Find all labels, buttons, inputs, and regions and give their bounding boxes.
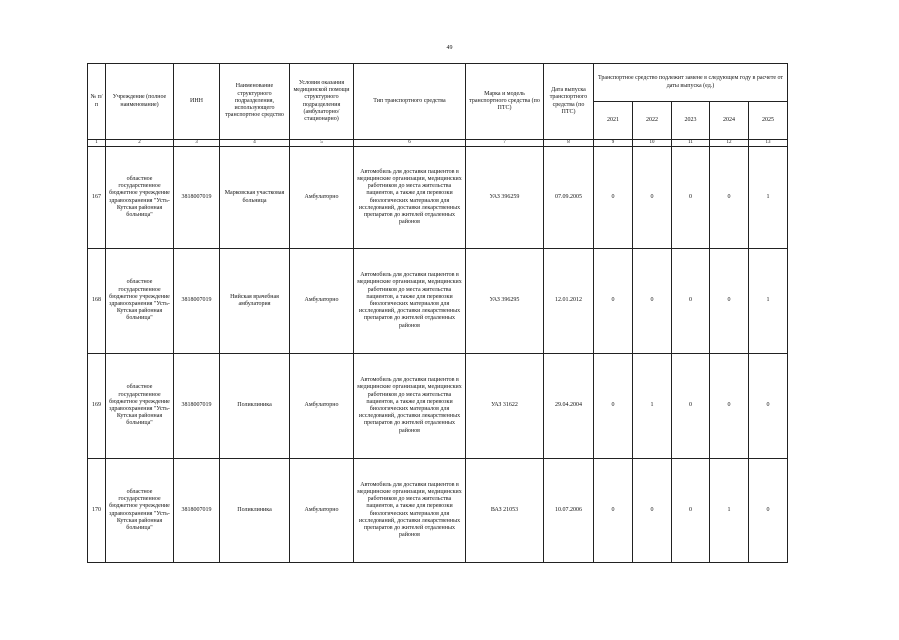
header-year: 2025 [749,102,788,140]
cell-2024: 0 [710,147,749,249]
table-row [88,249,788,354]
cell-care: Амбулаторно [290,354,354,459]
cell-num: 167 [88,147,106,249]
column-number: 2 [106,140,174,147]
cell-2022: 1 [633,354,672,459]
header-num: № п/п [88,64,106,140]
cell-unit: Поликлиника [220,354,290,459]
cell-2023: 0 [672,147,710,249]
cell-2024: 1 [710,459,749,563]
column-number: 10 [633,140,672,147]
header-inn: ИНН [174,64,220,140]
cell-2024: 0 [710,249,749,354]
cell-institution: областное государственное бюджетное учреждение здравоохранения "Усть-Кутская районная больница" [106,249,174,354]
cell-2025: 1 [749,249,788,354]
column-number: 6 [354,140,466,147]
cell-release-date: 12.01.2012 [544,249,594,354]
cell-2023: 0 [672,354,710,459]
cell-vehicle-type: Автомобиль для доставки пациентов в медицинские организации, медицинских работников до места жительства пациентов, а также для перевозки биологических материалов для исследований, доставки лекарственных препаратов до жителей отдаленных районов [354,354,466,459]
header-replacement: Транспортное средство подлежит замене в следующем году в расчете от даты выпуска (ед.) [594,64,788,102]
cell-2021: 0 [594,249,633,354]
cell-vehicle-type: Автомобиль для доставки пациентов в медицинские организации, медицинских работников до места жительства пациентов, а также для перевозки биологических материалов для исследований, доставки лекарственных препаратов до жителей отдаленных районов [354,249,466,354]
header-row [88,64,788,102]
cell-2023: 0 [672,459,710,563]
column-number: 4 [220,140,290,147]
column-number: 7 [466,140,544,147]
header-release-date: Дата выпуска транспортного средства (по ПТС) [544,64,594,140]
cell-inn: 3818007019 [174,354,220,459]
cell-institution: областное государственное бюджетное учреждение здравоохранения "Усть-Кутская районная больница" [106,354,174,459]
cell-2021: 0 [594,147,633,249]
page-number: 49 [446,45,453,51]
cell-model: УАЗ 396295 [466,249,544,354]
cell-release-date: 29.04.2004 [544,354,594,459]
cell-institution: областное государственное бюджетное учреждение здравоохранения "Усть-Кутская районная больница" [106,459,174,563]
table-row [88,354,788,459]
table-row [88,459,788,563]
cell-unit: Нийская врачебная амбулатория [220,249,290,354]
header-care-conditions: Условия оказания медицинской помощи структурного подразделения (амбулаторно/ стационарно) [290,64,354,140]
cell-care: Амбулаторно [290,147,354,249]
cell-release-date: 07.09.2005 [544,147,594,249]
cell-2023: 0 [672,249,710,354]
header-model: Марка и модель транспортного средства (по ПТС) [466,64,544,140]
cell-inn: 3818007019 [174,249,220,354]
cell-num: 169 [88,354,106,459]
column-number: 5 [290,140,354,147]
vehicle-registry-table [87,63,788,563]
cell-2022: 0 [633,147,672,249]
cell-num: 168 [88,249,106,354]
column-number: 3 [174,140,220,147]
cell-2024: 0 [710,354,749,459]
cell-inn: 3818007019 [174,459,220,563]
column-number: 9 [594,140,633,147]
cell-institution: областное государственное бюджетное учреждение здравоохранения "Усть-Кутская районная больница" [106,147,174,249]
column-numbers-row [88,140,788,147]
cell-inn: 3818007019 [174,147,220,249]
cell-model: УАЗ 396259 [466,147,544,249]
column-number: 12 [710,140,749,147]
cell-vehicle-type: Автомобиль для доставки пациентов в медицинские организации, медицинских работников до места жительства пациентов, а также для перевозки биологических материалов для исследований, доставки лекарственных препаратов до жителей отдаленных районов [354,147,466,249]
cell-release-date: 10.07.2006 [544,459,594,563]
column-number: 8 [544,140,594,147]
cell-num: 170 [88,459,106,563]
header-year: 2023 [672,102,710,140]
header-unit: Наименование структурного подразделения, использующего транспортное средство [220,64,290,140]
cell-2021: 0 [594,354,633,459]
cell-2025: 0 [749,354,788,459]
cell-model: УАЗ 31622 [466,354,544,459]
cell-2022: 0 [633,249,672,354]
header-year: 2022 [633,102,672,140]
table-row [88,147,788,249]
cell-2025: 0 [749,459,788,563]
cell-2022: 0 [633,459,672,563]
cell-model: ВАЗ 21053 [466,459,544,563]
header-vehicle-type: Тип транспортного средства [354,64,466,140]
cell-unit: Поликлиника [220,459,290,563]
column-number: 13 [749,140,788,147]
header-year: 2021 [594,102,633,140]
cell-vehicle-type: Автомобиль для доставки пациентов в медицинские организации, медицинских работников до места жительства пациентов, а также для перевозки биологических материалов для исследований, доставки лекарственных препаратов до жителей отдаленных районов [354,459,466,563]
header-institution: Учреждение (полное наименование) [106,64,174,140]
cell-care: Амбулаторно [290,459,354,563]
column-number: 1 [88,140,106,147]
cell-2025: 1 [749,147,788,249]
column-number: 11 [672,140,710,147]
cell-care: Амбулаторно [290,249,354,354]
cell-unit: Марковская участковая больница [220,147,290,249]
header-year: 2024 [710,102,749,140]
cell-2021: 0 [594,459,633,563]
